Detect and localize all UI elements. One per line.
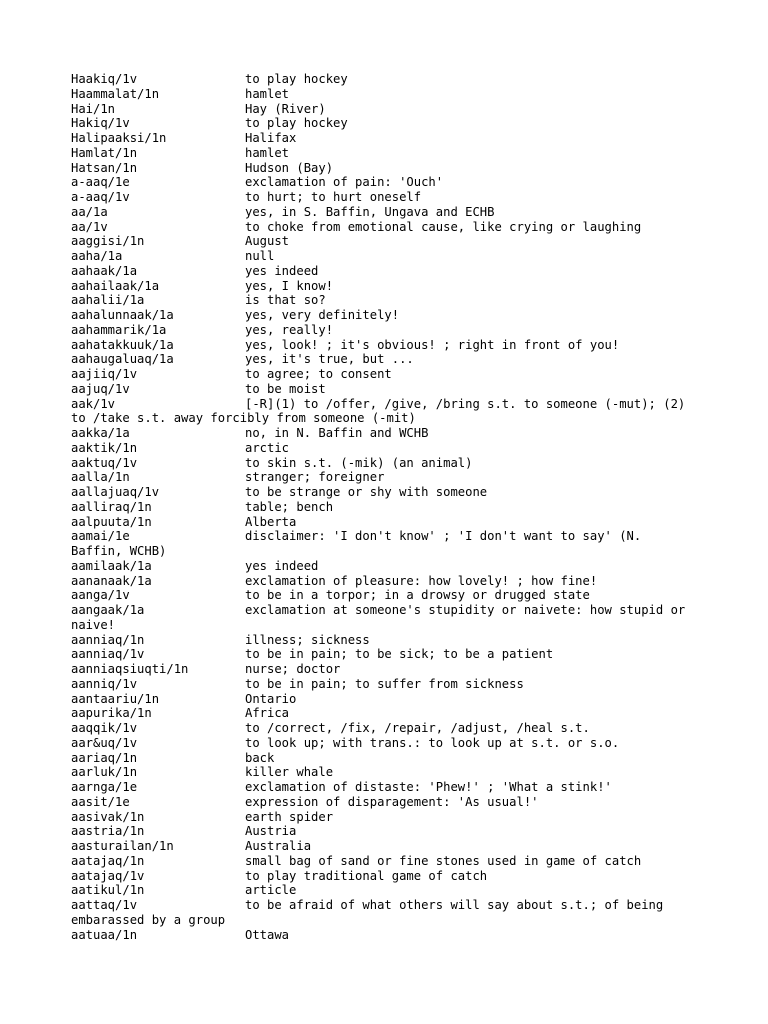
entry-term: aanniq/1v <box>71 676 138 691</box>
dictionary-entry <box>71 279 731 294</box>
dictionary-entry <box>71 765 731 780</box>
entry-gloss: null <box>245 249 275 263</box>
entry-term: aamai/1e <box>71 529 130 544</box>
entry-gloss: Africa <box>245 706 290 721</box>
entry-term: aarluk/1n <box>71 765 138 780</box>
entry-gloss: Austria <box>245 824 297 839</box>
dictionary-entry <box>71 220 731 235</box>
entry-term: aa/1v <box>71 219 108 234</box>
entry-gloss: Hudson (Bay) <box>245 160 334 175</box>
entry-gloss: table; bench <box>245 499 334 514</box>
entry-gloss: to be in a torpor; in a drowsy or drugged state <box>245 588 590 603</box>
dictionary-entry <box>71 824 731 839</box>
entry-gloss: hamlet <box>245 145 290 160</box>
dictionary-entry <box>71 662 731 677</box>
dictionary-entry <box>71 175 731 190</box>
entry-gloss: to be in pain; to be sick; to be a patient <box>245 647 554 662</box>
dictionary-entry <box>71 264 731 279</box>
entry-gloss: to be afraid of what others will say about s.t.; of being <box>245 898 664 912</box>
dictionary-entry <box>71 928 731 943</box>
dictionary-entry <box>71 883 731 898</box>
entry-term: a-aaq/1v <box>71 190 130 204</box>
entry-term: Hamlat/1n <box>71 145 138 160</box>
dictionary-entry <box>71 308 731 323</box>
entry-gloss: expression of disparagement: 'As usual!' <box>245 794 539 809</box>
entry-term: aatajaq/1v <box>71 868 145 883</box>
entry-term: aanga/1v <box>71 588 130 603</box>
entry-gloss: earth spider <box>245 809 334 824</box>
entry-gloss: yes, very definitely! <box>245 308 400 322</box>
entry-gloss: Halifax <box>245 131 297 145</box>
entry-gloss: yes, in S. Baffin, Ungava and ECHB <box>245 204 495 219</box>
dictionary-entry <box>71 692 731 707</box>
dictionary-entry <box>71 382 731 397</box>
entry-gloss: Ontario <box>245 691 297 706</box>
dictionary-entry <box>71 72 731 87</box>
entry-term: aalpuuta/1n <box>71 514 152 529</box>
dictionary-entry <box>71 559 731 574</box>
entry-gloss: disclaimer: 'I don't know' ; 'I don't want to say' (N. <box>245 529 642 544</box>
dictionary-entry <box>71 323 731 338</box>
entry-term: aahaugaluaq/1a <box>71 352 174 367</box>
entry-term: Hai/1n <box>71 101 116 116</box>
entry-term: aahailaak/1a <box>71 278 160 293</box>
dictionary-entry <box>71 293 731 308</box>
entry-term: aanniaq/1n <box>71 632 145 647</box>
dictionary-entry <box>71 161 731 176</box>
dictionary-entry <box>71 485 731 500</box>
dictionary-entry <box>71 869 731 884</box>
dictionary-entry <box>71 647 731 662</box>
entry-gloss: to hurt; to hurt oneself <box>245 190 422 204</box>
entry-gloss: Hay (River) <box>245 101 326 116</box>
entry-term: aatikul/1n <box>71 883 145 898</box>
entry-term: aakka/1a <box>71 426 130 440</box>
entry-term: aapurika/1n <box>71 706 152 721</box>
entry-term: aaqqik/1v <box>71 721 138 735</box>
dictionary-entry <box>71 736 731 751</box>
entry-gloss: article <box>245 883 297 898</box>
entry-term: aak/1v <box>71 396 116 411</box>
entry-term: aahatakkuuk/1a <box>71 337 174 352</box>
dictionary-entry <box>71 780 731 795</box>
entry-gloss: yes, really! <box>245 322 334 337</box>
entry-gloss: yes, look! ; it's obvious! ; right in front of you! <box>245 337 620 352</box>
entry-gloss: yes, it's true, but ... <box>245 352 414 367</box>
entry-term: Haakiq/1v <box>71 72 138 86</box>
dictionary-entry <box>71 603 731 618</box>
entry-term: aanniaq/1v <box>71 647 145 662</box>
entry-gloss: yes indeed <box>245 263 319 278</box>
dictionary-entry <box>71 515 731 530</box>
entry-gloss: back <box>245 750 275 765</box>
entry-term: a-aaq/1e <box>71 175 130 190</box>
entry-term: aahalunnaak/1a <box>71 308 174 322</box>
entry-gloss: to play hockey <box>245 72 348 86</box>
entry-gloss: to /correct, /fix, /repair, /adjust, /heal s.t. <box>245 721 590 735</box>
entry-term: aaha/1a <box>71 249 123 263</box>
entry-gloss: arctic <box>245 440 290 455</box>
entry-gloss: killer whale <box>245 765 334 780</box>
dictionary-entry <box>71 146 731 161</box>
entry-term: aatuaa/1n <box>71 927 138 942</box>
entry-gloss: hamlet <box>245 86 290 101</box>
dictionary-entry <box>71 810 731 825</box>
dictionary-entry <box>71 529 731 544</box>
entry-term: aaggisi/1n <box>71 234 145 249</box>
entry-term: Hatsan/1n <box>71 160 138 175</box>
dictionary-entry <box>71 795 731 810</box>
entry-term: aarnga/1e <box>71 780 138 794</box>
entry-term: aajuq/1v <box>71 381 130 396</box>
entry-gloss: to agree; to consent <box>245 367 392 381</box>
entry-gloss: small bag of sand or fine stones used in game of catch <box>245 853 642 868</box>
entry-gloss: exclamation of distaste: 'Phew!' ; 'What a stink!' <box>245 780 612 794</box>
entry-term: aallajuaq/1v <box>71 485 160 499</box>
entry-gloss: Alberta <box>245 514 297 529</box>
entry-gloss-continuation: embarassed by a group <box>71 912 226 927</box>
entry-term: aaktik/1n <box>71 440 138 455</box>
dictionary-entry <box>71 131 731 146</box>
dictionary-entry <box>71 338 731 353</box>
entry-gloss: no, in N. Baffin and WCHB <box>245 426 429 440</box>
entry-term: Haammalat/1n <box>71 86 160 101</box>
entry-term: aajiiq/1v <box>71 367 138 381</box>
entry-term: aasturailan/1n <box>71 839 174 853</box>
entry-gloss: stranger; foreigner <box>245 470 385 485</box>
entry-term: aanniaqsiuqti/1n <box>71 662 189 676</box>
dictionary-entry <box>71 677 731 692</box>
dictionary-entry <box>71 500 731 515</box>
dictionary-entry <box>71 751 731 766</box>
dictionary-entry <box>71 426 731 441</box>
entry-gloss: to choke from emotional cause, like crying or laughing <box>245 219 642 234</box>
entry-gloss: to be moist <box>245 381 326 396</box>
entry-term: aa/1a <box>71 204 108 219</box>
entry-term: aasivak/1n <box>71 809 145 824</box>
dictionary-entry <box>71 234 731 249</box>
entry-term: aantaariu/1n <box>71 691 160 706</box>
entry-gloss: Ottawa <box>245 927 290 942</box>
entry-gloss: Australia <box>245 839 312 853</box>
entry-term: aariaq/1n <box>71 750 138 765</box>
dictionary-entry <box>71 249 731 264</box>
entry-term: aahammarik/1a <box>71 322 167 337</box>
dictionary-entry <box>71 116 731 131</box>
entry-term: aananaak/1a <box>71 573 152 588</box>
entry-gloss: is that so? <box>245 293 326 308</box>
entry-gloss: yes indeed <box>245 558 319 573</box>
dictionary-entry <box>71 205 731 220</box>
entry-term: aalla/1n <box>71 470 130 485</box>
entry-gloss: exclamation of pleasure: how lovely! ; how fine! <box>245 573 598 588</box>
entry-gloss-continuation: Baffin, WCHB) <box>71 544 167 558</box>
entry-gloss: to be strange or shy with someone <box>245 485 488 499</box>
entry-gloss: exclamation at someone's stupidity or naivete: how stupid or <box>245 603 686 617</box>
entry-gloss: yes, I know! <box>245 278 334 293</box>
dictionary-entry <box>71 87 731 102</box>
dictionary-entry <box>71 854 731 869</box>
entry-term: aasit/1e <box>71 794 130 809</box>
dictionary-entry <box>71 102 731 117</box>
entry-term: aahaak/1a <box>71 263 138 278</box>
dictionary-entry <box>71 397 731 412</box>
dictionary-entry <box>71 352 731 367</box>
entry-term: aahalii/1a <box>71 293 145 308</box>
dictionary-entry <box>71 441 731 456</box>
dictionary-entry <box>71 588 731 603</box>
entry-gloss-continuation: naive! <box>71 617 116 632</box>
entry-gloss-continuation: to /take s.t. away forcibly from someone (-mit) <box>71 411 416 426</box>
entry-gloss: to play traditional game of catch <box>245 868 488 883</box>
entry-gloss: nurse; doctor <box>245 662 341 676</box>
entry-gloss: to be in pain; to suffer from sickness <box>245 676 524 691</box>
dictionary-entry <box>71 470 731 485</box>
entry-gloss: illness; sickness <box>245 632 370 647</box>
dictionary-entry <box>71 633 731 648</box>
dictionary-entry <box>71 456 731 471</box>
dictionary-entry <box>71 190 731 205</box>
dictionary-entry <box>71 898 731 913</box>
entry-gloss: to look up; with trans.: to look up at s.t. or s.o. <box>245 735 620 750</box>
dictionary-entries <box>71 72 731 942</box>
entry-term: Halipaaksi/1n <box>71 131 167 145</box>
entry-term: aangaak/1a <box>71 603 145 617</box>
entry-term: aastria/1n <box>71 824 145 839</box>
entry-term: aatajaq/1n <box>71 853 145 868</box>
entry-gloss: August <box>245 234 290 249</box>
entry-gloss: to play hockey <box>245 116 348 131</box>
entry-gloss: exclamation of pain: 'Ouch' <box>245 175 444 190</box>
entry-term: aaktuq/1v <box>71 455 138 470</box>
entry-term: aamilaak/1a <box>71 558 152 573</box>
dictionary-entry <box>71 367 731 382</box>
entry-term: aalliraq/1n <box>71 499 152 514</box>
entry-term: aar&uq/1v <box>71 735 138 750</box>
dictionary-entry <box>71 706 731 721</box>
entry-term: Hakiq/1v <box>71 116 130 131</box>
entry-gloss: to skin s.t. (-mik) (an animal) <box>245 455 473 470</box>
dictionary-entry <box>71 574 731 589</box>
dictionary-entry <box>71 721 731 736</box>
entry-term: aattaq/1v <box>71 898 138 912</box>
dictionary-entry <box>71 839 731 854</box>
entry-gloss: [-R](1) to /offer, /give, /bring s.t. to someone (-mut); (2) <box>245 396 686 411</box>
